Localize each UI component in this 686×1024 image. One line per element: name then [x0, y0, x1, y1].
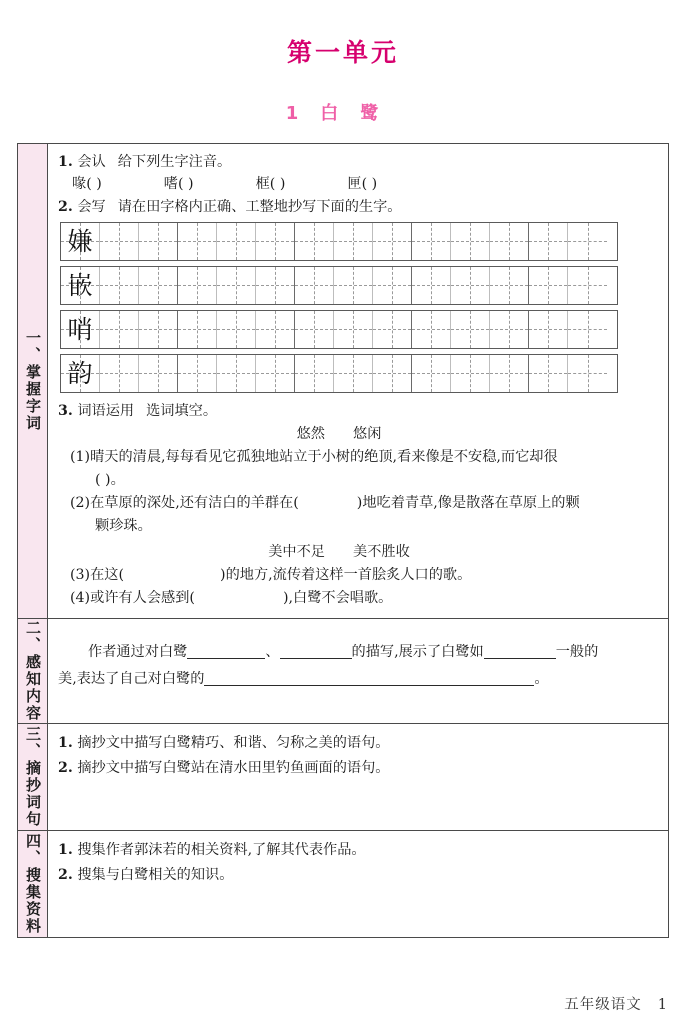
practice-cell[interactable]	[490, 355, 529, 392]
comprehension-blank-2[interactable]	[280, 658, 352, 659]
research-item-number: 2.	[58, 866, 73, 883]
comprehension-text-1: 作者通过对白鹭	[88, 644, 188, 661]
practice-cell[interactable]	[451, 311, 490, 348]
question-1-number: 1.	[58, 154, 73, 170]
question-1-heading	[58, 151, 660, 173]
fill-item-3-text-a: 在这(	[90, 567, 125, 584]
pinyin-answer-row	[58, 173, 660, 196]
question-3-heading	[58, 395, 660, 422]
choice-option: 悠闲	[353, 426, 382, 443]
unit-title: 第一单元	[286, 38, 399, 67]
fill-item-1-text: 晴天的清晨,每每看见它孤独地站立于小树的绝顶,看来像是不安稳,而它却很	[90, 449, 558, 466]
pinyin-item[interactable]	[347, 173, 377, 196]
practice-cell[interactable]	[61, 267, 100, 304]
section-label-1-text: 一、掌握字词	[24, 330, 42, 433]
practice-cell[interactable]	[100, 267, 139, 304]
section-band-4	[18, 831, 668, 937]
fill-item-1-label: (1)	[70, 449, 91, 466]
footer-page-number: 1	[657, 997, 668, 1013]
lesson-title	[0, 69, 686, 125]
fill-item-2-text-a: 在草原的深处,还有洁白的羊群在(	[90, 495, 299, 512]
practice-cell[interactable]	[568, 223, 607, 260]
pinyin-char: 框	[255, 176, 270, 193]
practice-cell[interactable]	[217, 267, 256, 304]
research-item	[58, 863, 660, 887]
section-label-3	[18, 724, 48, 830]
fill-item-4-label: (4)	[70, 590, 91, 607]
excerpt-item	[58, 731, 660, 755]
practice-cell[interactable]	[334, 355, 373, 392]
practice-cell[interactable]	[412, 311, 451, 348]
pinyin-blank[interactable]: ( )	[86, 176, 102, 193]
practice-cell[interactable]	[373, 311, 412, 348]
comprehension-blank-1[interactable]	[187, 658, 265, 659]
question-3-name: 词语运用	[77, 402, 135, 419]
section-body-3	[48, 724, 668, 830]
practice-cell[interactable]	[568, 355, 607, 392]
practice-cell[interactable]	[529, 223, 568, 260]
research-item-number: 1.	[58, 842, 73, 859]
practice-cell[interactable]	[256, 355, 295, 392]
practice-cell[interactable]	[178, 355, 217, 392]
research-item-text: 搜集作者郭沫若的相关资料,了解其代表作品。	[77, 842, 366, 859]
practice-cell[interactable]	[451, 267, 490, 304]
practice-cell[interactable]	[61, 223, 100, 260]
practice-cell[interactable]	[61, 355, 100, 392]
practice-cell[interactable]	[373, 267, 412, 304]
fill-item-1-blank[interactable]: ( )。	[95, 472, 125, 489]
fill-item-3	[58, 564, 660, 587]
practice-cell[interactable]	[139, 267, 178, 304]
choice-option: 悠然	[296, 426, 325, 443]
pinyin-blank[interactable]: ( )	[269, 176, 286, 193]
section-body-1	[48, 144, 668, 618]
practice-cell[interactable]	[256, 267, 295, 304]
fill-item-3-label: (3)	[70, 567, 91, 584]
section-label-4	[18, 831, 48, 937]
question-2-heading	[58, 196, 660, 218]
section-band-3	[18, 724, 668, 831]
practice-cell[interactable]	[295, 223, 334, 260]
practice-cell[interactable]	[61, 311, 100, 348]
section-band-1	[18, 144, 668, 619]
fill-item-2-text-cont: 颗珍珠。	[95, 518, 152, 535]
research-item-text: 搜集与白鹭相关的知识。	[77, 866, 234, 883]
comprehension-blank-4[interactable]	[204, 685, 534, 686]
excerpt-item-text: 摘抄文中描写白鹭站在清水田里钓鱼画面的语句。	[77, 759, 390, 776]
section-body-4	[48, 831, 668, 937]
pinyin-item[interactable]	[164, 173, 194, 196]
character-practice-row[interactable]	[60, 310, 618, 349]
practice-cell[interactable]	[139, 311, 178, 348]
practice-cell[interactable]	[178, 267, 217, 304]
practice-cell[interactable]	[217, 355, 256, 392]
pinyin-char: 喙	[72, 176, 87, 193]
pinyin-blank[interactable]: ( )	[178, 176, 194, 193]
fill-item-2-label: (2)	[70, 495, 91, 512]
choice-option: 美不胜收	[353, 544, 410, 561]
fill-item-4-text-a: 或许有人会感到(	[90, 590, 195, 607]
practice-cell[interactable]	[412, 267, 451, 304]
question-3-number: 3.	[58, 402, 73, 419]
practice-cell[interactable]	[217, 311, 256, 348]
practice-model-character: 韵	[67, 358, 93, 388]
practice-cell[interactable]	[100, 311, 139, 348]
fill-item-4	[58, 587, 660, 610]
character-practice-row[interactable]	[60, 266, 618, 305]
word-choice-group-b	[58, 538, 660, 564]
excerpt-item-number: 1.	[58, 735, 73, 752]
pinyin-blank[interactable]: ( )	[361, 176, 378, 193]
question-3-instruction: 选词填空。	[146, 402, 218, 419]
comprehension-text-4: 一般的	[555, 644, 599, 661]
word-choice-group-a	[58, 422, 660, 446]
worksheet-table	[17, 143, 669, 938]
fill-item-2	[58, 492, 660, 538]
section-body-2	[48, 619, 668, 723]
practice-cell[interactable]	[256, 223, 295, 260]
practice-cell[interactable]	[100, 223, 139, 260]
practice-cell[interactable]	[451, 355, 490, 392]
practice-cell[interactable]	[334, 223, 373, 260]
footer-subject: 五年级语文	[564, 997, 642, 1013]
fill-item-3-text-b: )的地方,流传着这样一首脍炙人口的歌。	[220, 567, 472, 584]
question-1-instruction: 给下列生字注音。	[117, 154, 232, 170]
pinyin-char: 嗜	[163, 176, 178, 193]
choice-option: 美中不足	[268, 544, 325, 561]
pinyin-item[interactable]	[72, 173, 102, 196]
comprehension-paragraph	[58, 639, 660, 693]
question-2-number: 2.	[58, 199, 73, 216]
fill-item-2-text-b: )地吃着青草,像是散落在草原上的颗	[356, 495, 580, 512]
practice-cell[interactable]	[100, 355, 139, 392]
character-practice-row[interactable]	[60, 222, 618, 261]
comprehension-text-5: 美,表达了自己对白鹭的	[58, 671, 205, 688]
practice-cell[interactable]	[490, 223, 529, 260]
practice-cell[interactable]	[373, 223, 412, 260]
practice-model-character: 嵌	[67, 270, 93, 300]
practice-cell[interactable]	[334, 311, 373, 348]
practice-cell[interactable]	[217, 223, 256, 260]
practice-cell[interactable]	[295, 355, 334, 392]
section-band-2	[18, 619, 668, 724]
practice-cell[interactable]	[568, 311, 607, 348]
excerpt-item-text: 摘抄文中描写白鹭精巧、和谐、匀称之美的语句。	[77, 735, 390, 752]
practice-cell[interactable]	[412, 223, 451, 260]
research-item	[58, 838, 660, 862]
excerpt-item	[58, 756, 660, 780]
comprehension-blank-3[interactable]	[484, 658, 556, 659]
character-practice-grids	[58, 219, 660, 395]
section-label-2-text: 二、感知内容	[24, 620, 42, 723]
pinyin-item[interactable]	[256, 173, 286, 196]
practice-cell[interactable]	[490, 267, 529, 304]
section-label-3-text: 三、摘抄词句	[24, 726, 42, 829]
character-practice-row[interactable]	[60, 354, 618, 393]
practice-cell[interactable]	[178, 311, 217, 348]
practice-cell[interactable]	[529, 267, 568, 304]
practice-cell[interactable]	[295, 311, 334, 348]
practice-cell[interactable]	[139, 355, 178, 392]
fill-item-1	[58, 446, 660, 492]
practice-cell[interactable]	[256, 311, 295, 348]
question-2-name: 会写	[77, 199, 106, 216]
lesson-number: 1	[285, 103, 321, 124]
excerpt-item-number: 2.	[58, 759, 73, 776]
comprehension-text-3: 的描写,展示了白鹭如	[351, 644, 484, 661]
practice-cell[interactable]	[568, 267, 607, 304]
practice-cell[interactable]	[529, 355, 568, 392]
practice-cell[interactable]	[373, 355, 412, 392]
practice-cell[interactable]	[529, 311, 568, 348]
lesson-name: 白鹭	[320, 103, 401, 124]
practice-cell[interactable]	[451, 223, 490, 260]
page-footer	[564, 993, 668, 1014]
practice-cell[interactable]	[178, 223, 217, 260]
question-1-name: 会认	[77, 154, 106, 170]
practice-cell[interactable]	[334, 267, 373, 304]
fill-item-4-text-b: ),白鹭不会唱歌。	[282, 590, 393, 607]
section-label-1	[18, 144, 48, 618]
pinyin-char: 匣	[347, 176, 362, 193]
question-2-instruction: 请在田字格内正确、工整地抄写下面的生字。	[117, 199, 402, 216]
section-label-4-text: 四、搜集资料	[24, 833, 42, 936]
practice-cell[interactable]	[412, 355, 451, 392]
comprehension-text-2: 、	[265, 644, 280, 661]
section-label-2	[18, 619, 48, 723]
practice-cell[interactable]	[295, 267, 334, 304]
comprehension-text-6: 。	[534, 671, 549, 688]
practice-cell[interactable]	[490, 311, 529, 348]
practice-cell[interactable]	[139, 223, 178, 260]
practice-model-character: 哨	[67, 314, 93, 344]
practice-model-character: 嫌	[67, 226, 93, 256]
